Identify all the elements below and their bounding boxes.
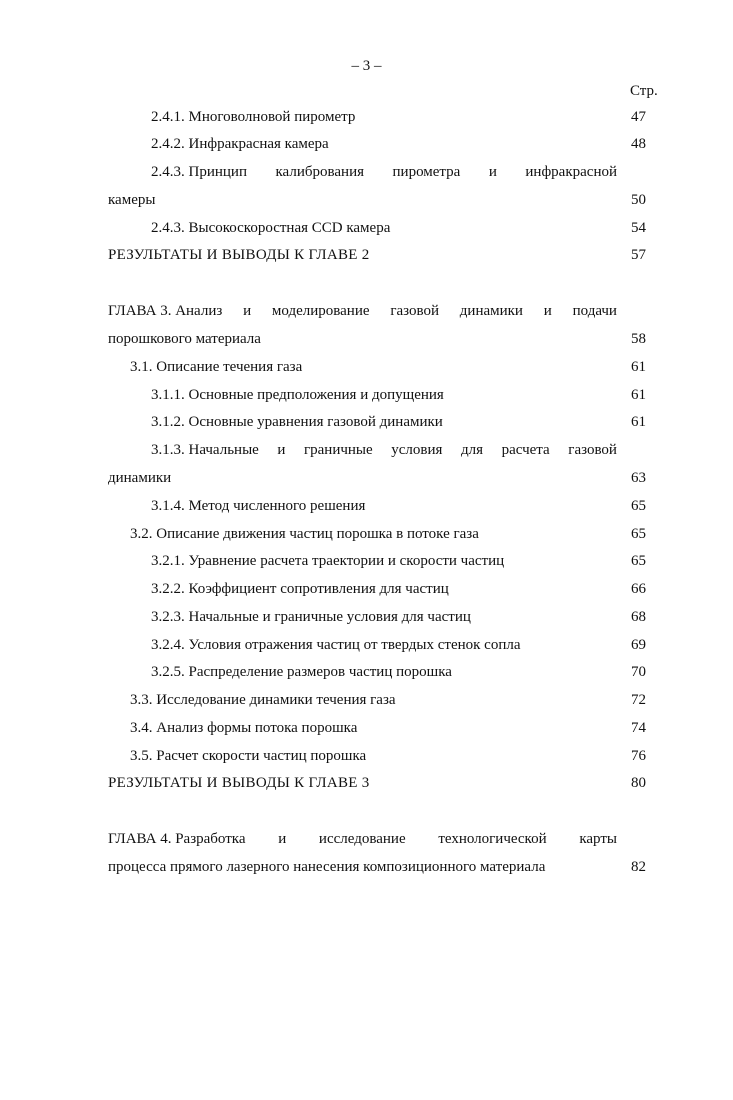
toc-page-3-1: 61	[631, 359, 646, 375]
page-number: – 3 –	[351, 58, 382, 74]
toc-entry-2-4-2: 2.4.2. Инфракрасная камера	[151, 136, 329, 152]
toc-page-chapter-3: 58	[631, 331, 646, 347]
toc-entry-3-1-3-line2: динамики	[108, 470, 172, 486]
toc-entry-chapter-3-line1: ГЛАВА 3. Анализ и моделирование газовой динамики и подачи	[108, 303, 617, 319]
toc-entry-3-3: 3.3. Исследование динамики течения газа	[130, 692, 396, 708]
toc-entry-2-4-3-ccd: 2.4.3. Высокоскоростная CCD камера	[151, 220, 391, 236]
toc-entry-3-4: 3.4. Анализ формы потока порошка	[130, 720, 358, 736]
toc-entry-results-ch3: РЕЗУЛЬТАТЫ И ВЫВОДЫ К ГЛАВЕ 3	[108, 775, 370, 791]
toc-entry-3-1-4: 3.1.4. Метод численного решения	[151, 498, 366, 514]
toc-entry-3-1-1: 3.1.1. Основные предположения и допущения	[151, 387, 444, 403]
toc-entry-2-4-1: 2.4.1. Многоволновой пирометр	[151, 109, 356, 125]
toc-page-3-1-1: 61	[631, 387, 646, 403]
toc-entry-2-4-3-line2: камеры	[108, 192, 156, 208]
toc-page-3-2-1: 65	[631, 553, 646, 569]
toc-page-2-4-2: 48	[631, 136, 646, 152]
toc-page-3-5: 76	[631, 748, 646, 764]
toc-page-3-1-3: 63	[631, 470, 646, 486]
toc-page-chapter-4: 82	[631, 859, 646, 875]
toc-entry-3-2-1: 3.2.1. Уравнение расчета траектории и скорости частиц	[151, 553, 505, 569]
toc-entry-2-4-3-line1: 2.4.3. Принцип калибрования пирометра и инфракрасной	[151, 164, 617, 180]
toc-entry-chapter-4-line2: процесса прямого лазерного нанесения композиционного материала	[108, 859, 546, 875]
toc-page-2-4-3-ccd: 54	[631, 220, 646, 236]
toc-page-3-2-2: 66	[631, 581, 646, 597]
toc-entry-3-1-2: 3.1.2. Основные уравнения газовой динамики	[151, 414, 443, 430]
toc-entry-3-5: 3.5. Расчет скорости частиц порошка	[130, 748, 367, 764]
toc-entry-3-2-2: 3.2.2. Коэффициент сопротивления для частиц	[151, 581, 449, 597]
toc-page-3-2: 65	[631, 526, 646, 542]
toc-entry-3-2: 3.2. Описание движения частиц порошка в потоке газа	[130, 526, 479, 542]
toc-entry-results-ch2: РЕЗУЛЬТАТЫ И ВЫВОДЫ К ГЛАВЕ 2	[108, 247, 370, 263]
toc-page-3-2-4: 69	[631, 637, 646, 653]
toc-page-3-3: 72	[631, 692, 646, 708]
toc-page-2-4-3: 50	[631, 192, 646, 208]
toc-page-3-1-4: 65	[631, 498, 646, 514]
toc-entry-3-2-5: 3.2.5. Распределение размеров частиц порошка	[151, 664, 452, 680]
toc-entry-3-2-3: 3.2.3. Начальные и граничные условия для частиц	[151, 609, 471, 625]
toc-page-2-4-1: 47	[631, 109, 646, 125]
toc-page-3-1-2: 61	[631, 414, 646, 430]
toc-entry-3-2-4: 3.2.4. Условия отражения частиц от твердых стенок сопла	[151, 637, 521, 653]
toc-page-results-ch3: 80	[631, 775, 646, 791]
toc-page-3-2-3: 68	[631, 609, 646, 625]
toc-entry-chapter-4-line1: ГЛАВА 4. Разработка и исследование технологической карты	[108, 831, 617, 847]
toc-page-3-2-5: 70	[631, 664, 646, 680]
toc-entry-3-1-3-line1: 3.1.3. Начальные и граничные условия для расчета газовой	[151, 442, 617, 458]
toc-entry-3-1: 3.1. Описание течения газа	[130, 359, 303, 375]
toc-page-3-4: 74	[631, 720, 646, 736]
toc-page-results-ch2: 57	[631, 247, 646, 263]
toc-entry-chapter-3-line2: порошкового материала	[108, 331, 261, 347]
page-column-header: Стр.	[630, 83, 658, 99]
